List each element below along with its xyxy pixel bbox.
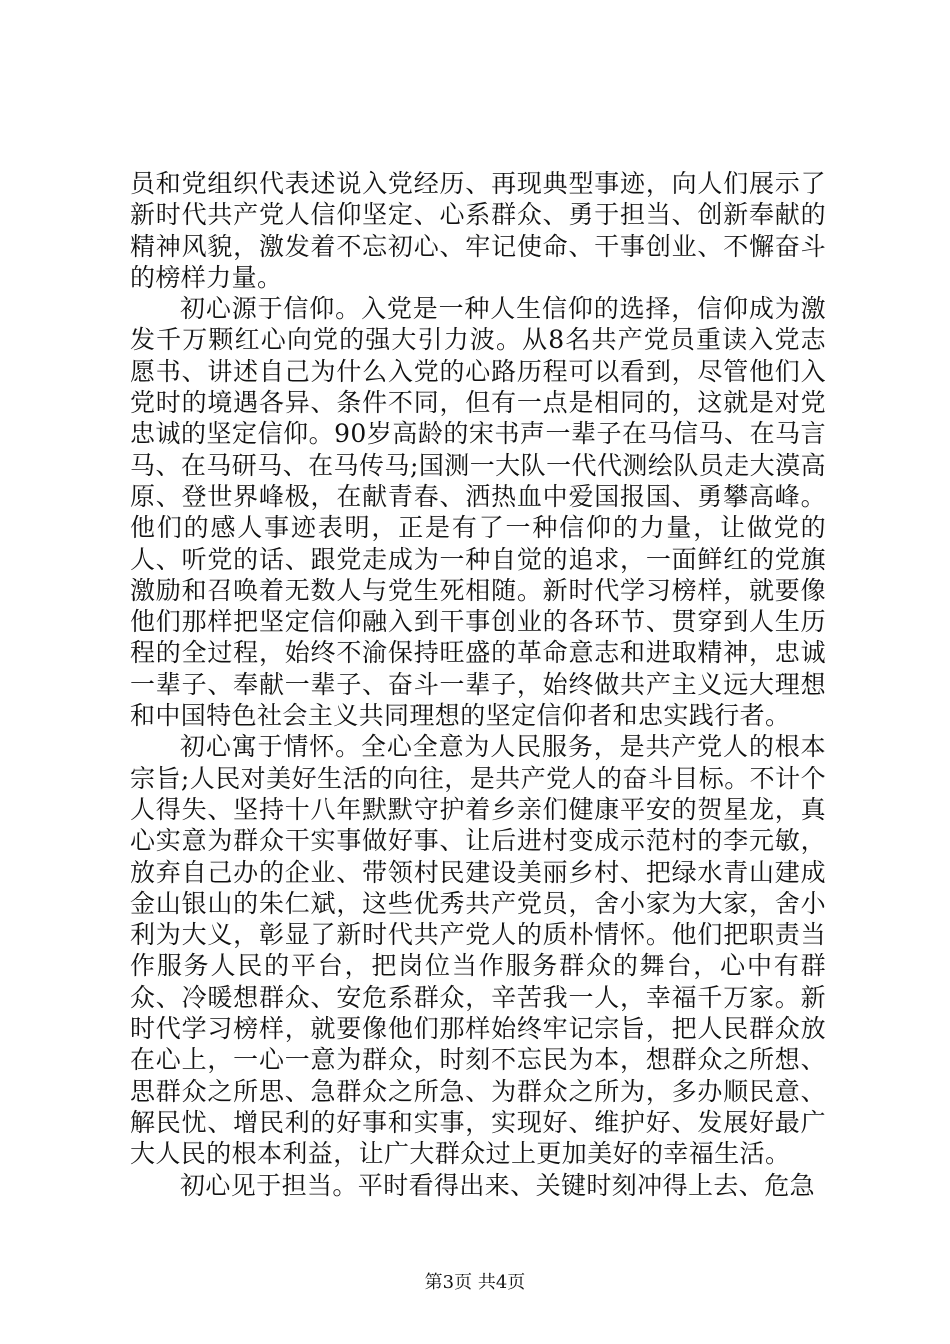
paragraph-responsibility: 初心见于担当。平时看得出来、关键时刻冲得上去、危急 [180, 1170, 816, 1200]
paragraph-continuation: 员和党组织代表述说入党经历、再现典型事迹，向人们展示了新时代共产党人信仰坚定、心系群众、勇于担当、创新奉献的精神风貌，激发着不忘初心、牢记使命、干事创业、不懈奋斗的榜样力量。 [130, 169, 826, 292]
paragraph-faith: 初心源于信仰。入党是一种人生信仰的选择，信仰成为激发千万颗红心向党的强大引力波。从8名共产党员重读入党志愿书、讲述自己为什么入党的心路历程可以看到，尽管他们入党时的境遇各异、条件不同，但有一点是相同的，这就是对党忠诚的坚定信仰。90岁高龄的宋书声一辈子在马信马、在马言马、在马研马、在马传马;国测一大队一代代测绘队员走大漠高原、登世界峰极，在献青春、洒热血中爱国报国、勇攀高峰。他们的感人事迹表明，正是有了一种信仰的力量，让做党的人、听党的话、跟党走成为一种自觉的追求，一面鲜红的党旗激励和召唤着无数人与党生死相随。新时代学习榜样，就要像他们那样把坚定信仰融入到干事创业的各环节、贯穿到人生历程的全过程，始终不渝保持旺盛的革命意志和进取精神，忠诚一辈子、奉献一辈子、奋斗一辈子，始终做共产主义远大理想和中国特色社会主义共同理想的坚定信仰者和忠实践行者。 [130, 294, 826, 731]
page-number-footer: 第3页 共4页 [424, 1272, 526, 1293]
paragraph-feelings: 初心寓于情怀。全心全意为人民服务，是共产党人的根本宗旨;人民对美好生活的向往，是共产党人的奋斗目标。不计个人得失、坚持十八年默默守护着乡亲们健康平安的贺星龙，真心实意为群众干实事做好事、让后进村变成示范村的李元敏，放弃自己办的企业、带领村民建设美丽乡村、把绿水青山建成金山银山的朱仁斌，这些优秀共产党员，舍小家为大家，舍小利为大义，彰显了新时代共产党人的质朴情怀。他们把职责当作服务人民的平台，把岗位当作服务群众的舞台，心中有群众、冷暖想群众、安危系群众，辛苦我一人，幸福千万家。新时代学习榜样，就要像他们那样始终牢记宗旨，把人民群众放在心上，一心一意为群众，时刻不忘民为本，想群众之所想、思群众之所思、急群众之所急、为群众之所为，多办顺民意、解民忧、增民利的好事和实事，实现好、维护好、发展好最广大人民的根本利益，让广大群众过上更加美好的幸福生活。 [130, 732, 826, 1169]
document-body [130, 168, 826, 1201]
